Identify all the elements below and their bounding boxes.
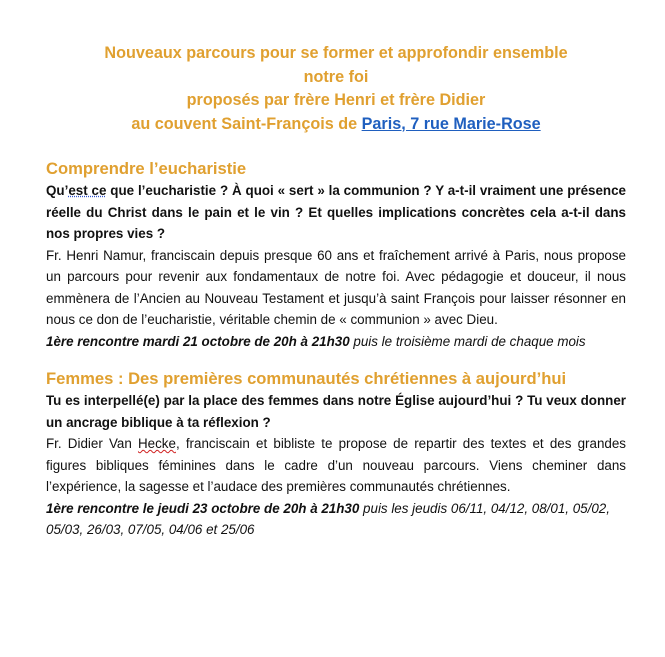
section-femmes-meeting [46, 498, 626, 541]
section-eucharistie-description: Fr. Henri Namur, franciscain depuis presque 60 ans et fraîchement arrivé à Paris, nous propose un parcours pour revenir aux fondamentaux de notre foi. Avec pédagogie et douceur, il nous emmènera de l’Ancien au Nouveau Testament et jusqu’à saint François pour laisser résonner en nous ce don de l’eucharistie, véritable chemin de « communion » avec Dieu. [46, 247, 626, 327]
question-part-2: est ce [68, 183, 107, 198]
desc-part-2: Hecke [137, 436, 176, 451]
location-prefix: au couvent Saint-François de [131, 114, 362, 133]
header-line-2: notre foi [303, 67, 369, 86]
header-line-4 [46, 113, 626, 137]
meeting-date: 1ère rencontre le jeudi 23 octobre de 20h à 21h30 [46, 500, 360, 516]
desc-part-1: Fr. Didier Van [46, 436, 138, 451]
meeting-date: 1ère rencontre mardi 21 octobre de 20h à 21h30 [46, 333, 350, 349]
document-header [46, 42, 626, 136]
desc-part-3: , franciscain et bibliste te propose de repartir des textes et des grandes figures bibliques féminines dans le cadre d’un nouveau parcours. Viens cheminer dans l’expérience, la sagesse et l’audace des premières communautés chrétiennes. [46, 436, 626, 494]
question-part-3: que l’eucharistie ? À quoi « sert » la communion ? Y a-t-il vraiment une présence réelle du Christ dans le pain et le vin ? Et quelles implications concrètes cela a-t-il dans nos propres vies ? [46, 183, 627, 241]
header-line-3: proposés par frère Henri et frère Didier [186, 91, 486, 109]
section-eucharistie-question [46, 180, 626, 245]
section-femmes-description [46, 433, 626, 498]
meeting-recurrence: puis les jeudis 06/11, 04/12, 08/01, 05/02, 05/03, 26/03, 07/05, 04/06 et 25/06 [46, 500, 610, 537]
section-femmes-title: Femmes : Des premières communautés chrétiennes à aujourd’hui [46, 369, 567, 388]
section-eucharistie-title: Comprendre l’eucharistie [46, 159, 247, 178]
document [46, 42, 626, 541]
section-eucharistie-meeting [46, 331, 626, 353]
meeting-recurrence: puis le troisième mardi de chaque mois [349, 333, 586, 349]
section-femmes-question: Tu es interpellé(e) par la place des femmes dans notre Église aujourd’hui ? Tu veux donner un ancrage biblique à ta réflexion ? [46, 393, 626, 430]
header-line-1: Nouveaux parcours pour se former et approfondir ensemble [104, 44, 568, 62]
address-link[interactable]: Paris, 7 rue Marie-Rose [361, 114, 541, 133]
question-part-1: Qu’ [46, 183, 69, 198]
